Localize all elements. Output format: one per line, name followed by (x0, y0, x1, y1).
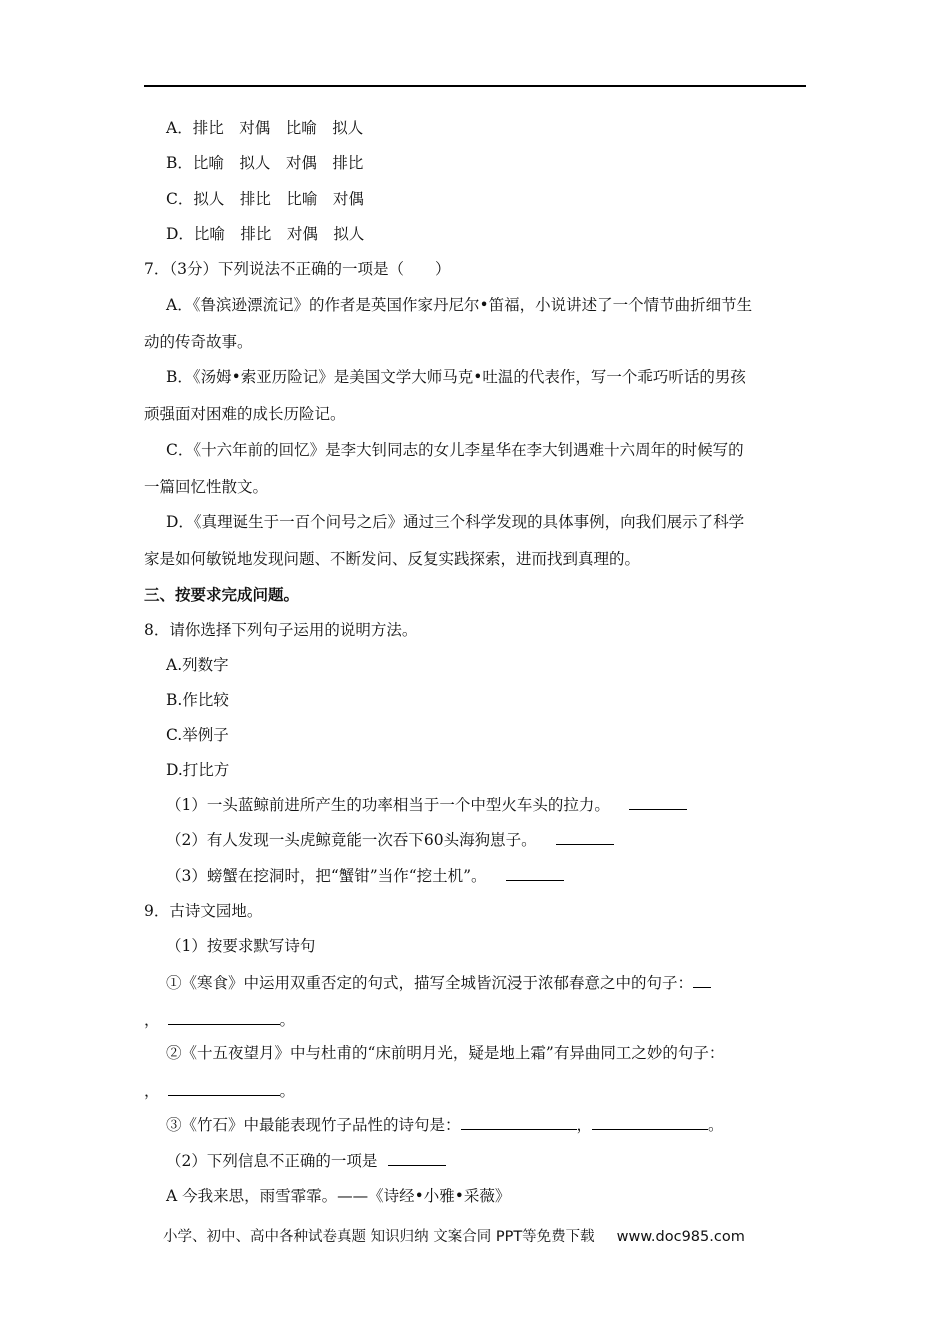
q8-option-a: A.列数字 (166, 656, 229, 674)
q9-item-1-cont (144, 1010, 295, 1030)
q6-option-c: C．拟人 排比 比喻 对偶 (166, 190, 364, 208)
q8-answer-blank-1[interactable] (629, 795, 687, 810)
q9-part2-option-a: A 今我来思，雨雪霏霏。——《诗经•小雅•采薇》 (166, 1187, 511, 1205)
q8-option-b: B.作比较 (166, 691, 229, 709)
footer-text: 小学、初中、高中各种试卷真题 知识归纳 文案合同 PPT等免费下载 (163, 1229, 595, 1245)
footer-url[interactable]: www.doc985.com (616, 1229, 745, 1245)
q9-item-2-end: 。 (279, 1082, 296, 1100)
q7-option-b-line2: 顽强面对困难的成长历险记。 (144, 405, 346, 423)
q7-option-d-line2: 家是如何敏锐地发现问题、不断发问、反复实践探索，进而找到真理的。 (144, 550, 641, 568)
q9-part1-prompt: （1）按要求默写诗句 (166, 937, 316, 955)
q9-item-2-blank[interactable] (168, 1081, 280, 1096)
q9-item-2-cont (144, 1081, 295, 1101)
q6-option-a: A．排比 对偶 比喻 拟人 (166, 119, 364, 137)
q7-option-b-line1: B．《汤姆•索亚历险记》是美国文学大师马克•吐温的代表作，写一个乖巧听话的男孩 (166, 368, 746, 386)
q8-option-d: D.打比方 (166, 761, 230, 779)
q9-item-3-comma: ， (576, 1116, 593, 1134)
header-rule (144, 85, 806, 87)
q6-option-b: B．比喻 拟人 对偶 排比 (166, 154, 364, 172)
q9-part2-prompt: （2）下列信息不正确的一项是 (166, 1152, 378, 1170)
q9-item-3-blank-a[interactable] (461, 1115, 577, 1130)
q9-item-3 (166, 1115, 724, 1135)
q9-part2 (166, 1151, 446, 1171)
q9-item-1-blank-b[interactable] (168, 1010, 280, 1025)
q9-item-2-text: ②《十五夜望月》中与杜甫的“床前明月光，疑是地上霜”有异曲同工之妙的句子： (166, 1044, 725, 1062)
q8-sentence-1-text: （1）一头蓝鲸前进所产生的功率相当于一个中型火车头的拉力。 (166, 796, 610, 814)
q7-option-a-line1: A．《鲁滨逊漂流记》的作者是英国作家丹尼尔•笛福，小说讲述了一个情节曲折细节生 (166, 296, 753, 314)
q8-sentence-3-text: （3）螃蟹在挖洞时，把“蟹钳”当作“挖土机”。 (166, 867, 487, 885)
q8-sentence-1 (166, 795, 687, 815)
section-heading: 三、按要求完成问题。 (144, 585, 300, 604)
q9-item-1-comma: ， (144, 1011, 160, 1029)
q8-sentence-2-text: （2）有人发现一头虎鲸竟能一次吞下60头海狗崽子。 (166, 831, 537, 849)
q9-item-1-blank-a[interactable] (693, 973, 711, 988)
q9-stem: 9．古诗文园地。 (144, 902, 263, 920)
footer (163, 1227, 745, 1247)
q8-stem: 8．请你选择下列句子运用的说明方法。 (144, 621, 418, 639)
q9-item-3-end: 。 (708, 1116, 724, 1134)
q9-item-3-blank-b[interactable] (592, 1115, 708, 1130)
q9-item-1-text: ①《寒食》中运用双重否定的句式，描写全城皆沉浸于浓郁春意之中的句子： (166, 974, 694, 992)
q7-option-c-line1: C．《十六年前的回忆》是李大钊同志的女儿李星华在李大钊遇难十六周年的时候写的 (166, 441, 744, 459)
q9-item-2 (166, 1043, 724, 1063)
q8-answer-blank-3[interactable] (506, 866, 564, 881)
q7-option-c-line2: 一篇回忆性散文。 (144, 478, 269, 496)
q9-item-1-end: 。 (279, 1011, 296, 1029)
q8-sentence-2 (166, 830, 614, 850)
q9-item-3-text: ③《竹石》中最能表现竹子品性的诗句是： (166, 1116, 461, 1134)
q8-option-c: C.举例子 (166, 726, 229, 744)
q8-answer-blank-2[interactable] (556, 830, 614, 845)
q9-item-2-comma: ， (144, 1082, 160, 1100)
q8-sentence-3 (166, 866, 564, 886)
q7-stem: 7．（3分）下列说法不正确的一项是（ ） (144, 260, 451, 278)
q7-option-d-line1: D．《真理诞生于一百个问号之后》通过三个科学发现的具体事例，向我们展示了科学 (166, 513, 745, 531)
q9-item-1 (166, 973, 711, 993)
q6-option-d: D．比喻 排比 对偶 拟人 (166, 225, 365, 243)
q7-option-a-line2: 动的传奇故事。 (144, 333, 253, 351)
q9-part2-answer-blank[interactable] (388, 1151, 446, 1166)
